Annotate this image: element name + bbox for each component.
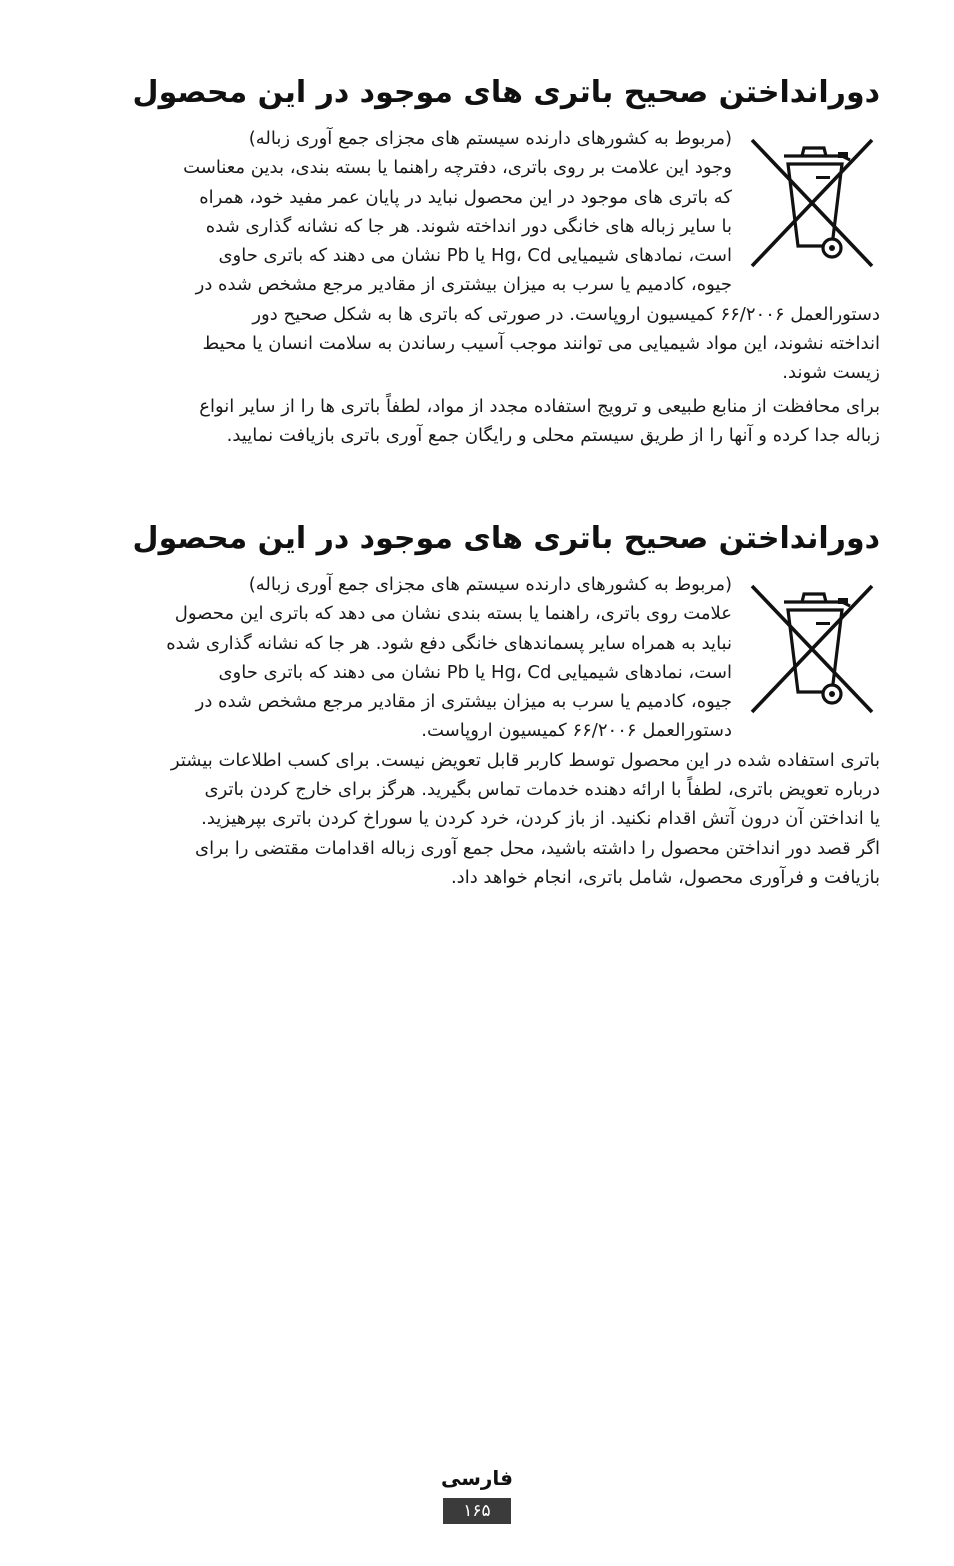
text-line: (مربوط به کشورهای دارنده سیستم های مجزای جمع آوری زباله) [248,128,732,149]
text-line: جیوه، کادمیم یا سرب به میزان بیشتری از مقادیر مرجع مشخص شده در [195,274,732,296]
page-number-badge: ۱۶۵ [443,1498,511,1524]
text-line: اگر قصد دور انداختن محصول را داشته باشید، محل جمع آوری زباله اقدامات مقتضی را برای [195,837,880,859]
section-1-paragraph-2 [78,392,880,451]
text-line: است، نمادهای شیمیایی Hg، Cd یا Pb نشان می دهند که باتری حاوی [218,661,732,683]
text-line: زباله جدا کرده و آنها را از طریق سیستم محلی و رایگان جمع آوری باتری بازیافت نمایید. [226,424,880,446]
text-line: بازیافت و فرآوری محصول، شامل باتری، انجام خواهد داد. [450,866,880,888]
text-line: (مربوط به کشورهای دارنده سیستم های مجزای جمع آوری زباله) [248,574,732,595]
section-2-title: دورانداختن صحیح باتری های موجود در این محصول [132,521,880,556]
text-line: است، نمادهای شیمیایی Hg، Cd یا Pb نشان می دهند که باتری حاوی [218,245,732,267]
text-line: وجود این علامت بر روی باتری، دفترچه راهنما یا بسته بندی، بدین معناست [183,157,732,179]
crossed-out-wheelie-bin-icon [744,570,880,720]
section-2-paragraph-2 [78,746,880,892]
section-1-intro-text [78,124,732,300]
text-line: با سایر زباله های خانگی دور انداخته شوند. هر جا که نشانه گذاری شده [205,215,732,237]
section-1-paragraph-1-continued [78,300,880,388]
section-2-intro-text [78,570,732,746]
crossed-out-wheelie-bin-icon [744,124,880,274]
text-line: دستورالعمل ۶۶/۲۰۰۶ کمیسیون اروپاست. در صورتی که باتری ها به شکل صحیح دور [252,303,880,325]
text-line: نباید به همراه سایر پسماندهای خانگی دفع شود. هر جا که نشانه گذاری شده [166,632,732,654]
text-line: برای محافظت از منابع طبیعی و ترویج استفاده مجدد از مواد، لطفاً باتری ها را از سایر انواع [199,395,880,417]
text-line: درباره تعویض باتری، لطفاً با ارائه دهنده خدمات تماس بگیرید. هرگز برای خارج کردن باتری [204,779,880,801]
text-line: انداخته نشوند، این مواد شیمیایی می توانند موجب آسیب رساندن به سلامت انسان یا محیط [202,333,880,355]
page-footer [0,1464,954,1524]
battery-disposal-section-2 [78,520,880,892]
footer-language-label: فارسی [440,1466,514,1490]
section-2-intro [78,570,880,746]
section-1-intro [78,124,880,300]
text-line: علامت روی باتری، راهنما یا بسته بندی نشان می دهد که باتری این محصول [174,603,732,625]
section-1-title: دورانداختن صحیح باتری های موجود در این محصول [132,75,880,110]
battery-disposal-section-1 [78,74,880,450]
text-line: زیست شوند. [782,362,880,384]
text-line: دستورالعمل ۶۶/۲۰۰۶ کمیسیون اروپاست. [421,720,732,742]
text-line: جیوه، کادمیم یا سرب به میزان بیشتری از مقادیر مرجع مشخص شده در [195,691,732,713]
text-line: یا انداختن آن درون آتش اقدام نکنید. از باز کردن، خرد کردن یا سوراخ کردن باتری بپرهیزید. [201,808,880,830]
text-line: باتری استفاده شده در این محصول توسط کاربر قابل تعویض نیست. برای کسب اطلاعات بیشتر [170,749,880,771]
text-line: که باتری های موجود در این محصول نباید در پایان عمر مفید خود، همراه [199,186,732,208]
